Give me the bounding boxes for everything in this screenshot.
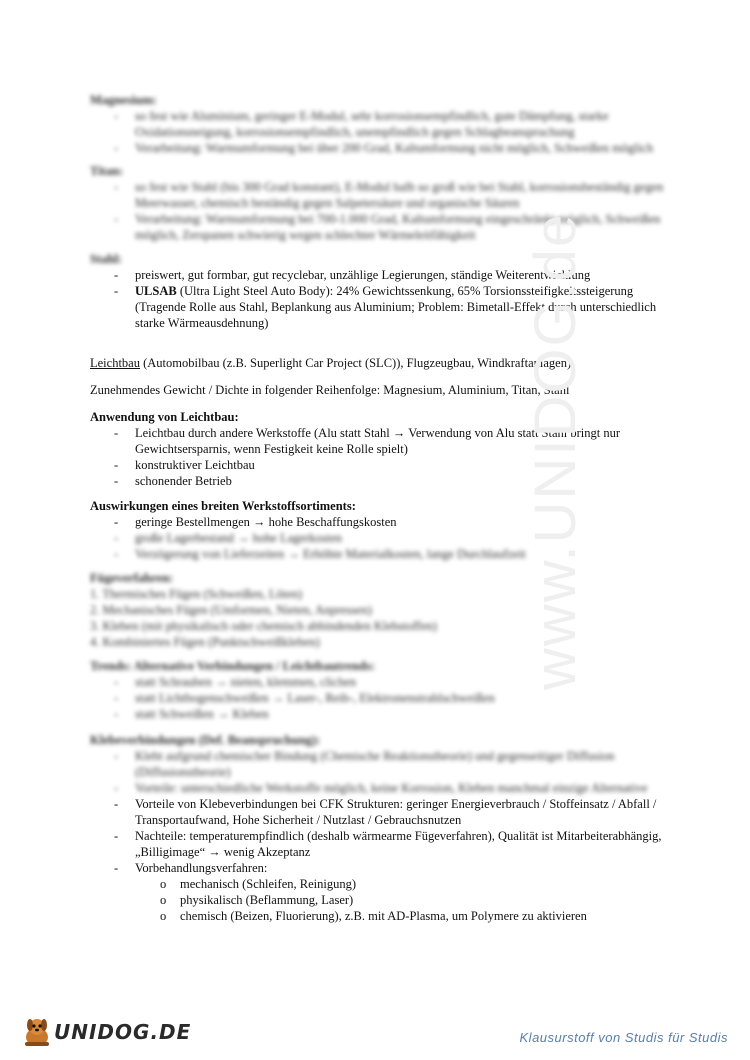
list-item: 1. Thermisches Fügen (Schweißen, Löten) bbox=[90, 587, 303, 601]
watermark: www.UNIDOG.de bbox=[523, 212, 588, 690]
footer-logo bbox=[20, 1015, 191, 1049]
kleben-heading: Klebeverbindungen (Def. Beanspruchung): bbox=[90, 733, 321, 747]
auswirkungen-heading: Auswirkungen eines breiten Werkstoffsortiments: bbox=[90, 499, 356, 513]
list-item: - statt Schweißen → Kleben bbox=[90, 706, 670, 722]
list-item: 2. Mechanisches Fügen (Umformen, Nieten, Anpressen) bbox=[90, 603, 372, 617]
list-item: - Verzögerung von Lieferzeiten → Erhöhte Materialkosten, lange Durchlaufzeit bbox=[90, 546, 670, 562]
logo-text: UNIDOG.DE bbox=[54, 1020, 192, 1044]
list-item: - Klebt aufgrund chemischer Bindung (Chemische Reaktionstheorie) und gegenseitiger Diffusion (Diffusionstheorie) bbox=[90, 748, 670, 780]
list-item: 3. Kleben (mit physikalisch oder chemisch abbindenden Klebstoffen) bbox=[90, 619, 437, 633]
list-item: - so fest wie Stahl (bis 300 Grad konstant), E-Modul halb so groß wie bei Stahl, korrosionsbeständig gegen Meerwasser, chemisch beständig gegen Salpetersäure und organische Säuren bbox=[90, 179, 670, 211]
list-item: - Verarbeitung: Warmumformung bei 700-1.000 Grad, Kaltumformung eingeschränkt möglich, Schweißen möglich, Zerspanen schwierig wegen schlechter Wärmeleitfähigkeit bbox=[90, 211, 670, 243]
fuegen-heading: Fügeverfahren: bbox=[90, 571, 174, 585]
list-item: - konstruktiver Leichtbau bbox=[90, 457, 670, 473]
section-magnesium bbox=[90, 92, 670, 156]
trends-heading: Trends: Alternative Verbindungen / Leichtbautrends: bbox=[90, 659, 375, 673]
ulsab-label: ULSAB bbox=[135, 284, 177, 298]
list-item: - so fest wie Aluminium, geringer E-Modul, sehr korrosionsempfindlich, gute Dämpfung, starke Oxidationsneigung, korrosionsempfindlich, unempfindlich gegen Schlagbeanspruchung bbox=[90, 108, 670, 140]
footer-claim: Klausurstoff von Studis für Studis bbox=[519, 1030, 728, 1045]
list-item: - schonender Betrieb bbox=[90, 473, 670, 489]
list-item: 4. Kombiniertes Fügen (Punktschweißkleben) bbox=[90, 635, 320, 649]
list-item: - Vorteile: unterschiedliche Werkstoffe möglich, keine Korrosion, Kleben manchmal einzige Alternative bbox=[90, 780, 670, 796]
sub-list-item: o chemisch (Beizen, Fluorierung), z.B. mit AD-Plasma, um Polymere zu aktivieren bbox=[90, 908, 670, 924]
list-item: - Leichtbau durch andere Werkstoffe (Alu statt Stahl → Verwendung von Alu statt Stahl bringt nur Gewichtsersparnis, wenn Festigkeit keine Rolle spielt) bbox=[90, 425, 670, 457]
list-item: - statt Schrauben → nieten, klemmen, clichen bbox=[90, 674, 670, 690]
leichtbau-subtitle: (Automobilbau (z.B. Superlight Car Project (SLC)), Flugzeugbau, Windkraftanlagen) bbox=[139, 356, 572, 370]
titan-heading: Titan: bbox=[90, 164, 124, 178]
ulsab-text: (Ultra Light Steel Auto Body): 24% Gewichtssenkung, 65% Torsionssteifigkeitssteigerung (Tragende Rolle aus Stahl, Beplankung aus Aluminium; Problem: Bimetall-Effekt durch unterschiedlich starke Wärmeausdehnung) bbox=[135, 284, 657, 330]
list-item: - statt Lichtbogenschweißen → Laser-, Reib-, Elektronenstrahlschweißen bbox=[90, 690, 670, 706]
list-item: - Vorbehandlungsverfahren: bbox=[90, 860, 670, 876]
list-item: - geringe Bestellmengen → hohe Beschaffungskosten bbox=[90, 514, 670, 530]
gewicht-text: Zunehmendes Gewicht / Dichte in folgender Reihenfolge: Magnesium, Aluminium, Titan, Stahl bbox=[90, 383, 570, 397]
sub-list-item: o mechanisch (Schleifen, Reinigung) bbox=[90, 876, 670, 892]
dog-mascot-icon bbox=[20, 1015, 54, 1049]
magnesium-heading: Magnesium: bbox=[90, 93, 157, 107]
stahl-heading: Stahl: bbox=[90, 252, 122, 266]
anwendung-heading: Anwendung von Leichtbau: bbox=[90, 410, 239, 424]
list-item: - Vorteile von Klebeverbindungen bei CFK Strukturen: geringer Energieverbrauch / Stoffeinsatz / Abfall / Transportaufwand, Hohe Sicherheit / Nutzlast / Gebrauchsnutzen bbox=[90, 796, 670, 828]
list-item: - Nachteile: temperaturempfindlich (deshalb wärmearme Fügeverfahren), Qualität ist Mitarbeiterabhängig, „Billigimage“ → wenig Akzeptanz bbox=[90, 828, 670, 860]
leichtbau-heading: Leichtbau bbox=[90, 356, 140, 370]
list-item: - Verarbeitung: Warmumformung bei über 200 Grad, Kaltumformung nicht möglich, Schweißen möglich bbox=[90, 140, 670, 156]
list-item: - preiswert, gut formbar, gut recyclebar, unzählige Legierungen, ständige Weiterentwicklung bbox=[90, 267, 670, 283]
list-item: - große Lagerbestand → hohe Lagerkosten bbox=[90, 530, 670, 546]
section-kleben bbox=[90, 732, 670, 924]
sub-list-item: o physikalisch (Beflammung, Laser) bbox=[90, 892, 670, 908]
